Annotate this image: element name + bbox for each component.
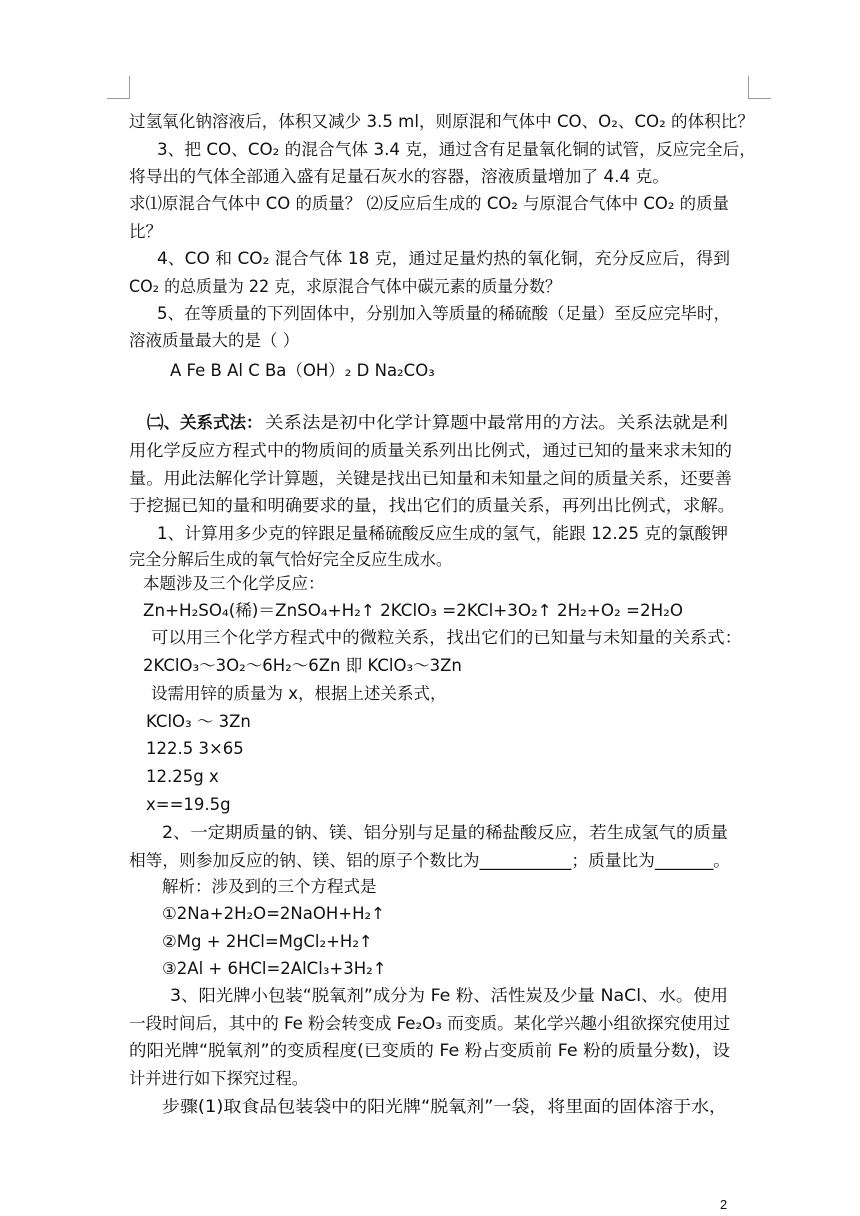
text-line: 解析：涉及到的三个方程式是 [162, 877, 377, 896]
text-line: 一段时间后，其中的 Fe 粉会转变成 Fe₂O₃ 而变质。某化学兴趣小组欲探究使用过 [129, 1014, 730, 1033]
text-line: 4、CO 和 CO₂ 混合气体 18 克，通过足量灼热的氧化铜，充分反应后，得到 [157, 249, 730, 268]
text-line: 量。用此法解化学计算题，关键是找出已知量和未知量之间的质量关系，还要善 [129, 469, 732, 488]
text-line: 于挖掘已知的量和明确要求的量，找出它们的质量关系，再列出比例式，求解。 [129, 496, 735, 515]
text-line: 求⑴原混合气体中 CO 的质量？ ⑵反应后生成的 CO₂ 与原混合气体中 CO₂ 的质量 [129, 194, 729, 213]
text-line: CO₂ 的总质量为 22 克，求原混合气体中碳元素的质量分数？ [129, 277, 561, 296]
text-line: 溶液质量最大的是（ ） [129, 331, 300, 350]
text-line: ②Mg + 2HCl=MgCl₂+H₂↑ [162, 932, 373, 951]
text-line: 过氢氧化钠溶液后，体积又减少 3.5 ml，则原混和气体中 CO、O₂、CO₂ 的体积比？ [129, 112, 754, 131]
margin-corner-top-left [107, 76, 130, 99]
text-line: 关系法是初中化学计算题中最常用的方法。关系法就是利 [265, 413, 728, 432]
text-line: 设需用锌的质量为 x，根据上述关系式， [151, 684, 447, 703]
text-line: 5、在等质量的下列固体中，分别加入等质量的稀硫酸（足量）至反应完毕时， [157, 304, 730, 323]
text-line: 本题涉及三个化学反应： [143, 574, 325, 593]
text-line: KClO₃ ～ 3Zn [146, 712, 251, 731]
text-line: 122.5 3×65 [146, 739, 244, 758]
text-line: 将导出的气体全部通入盛有足量石灰水的容器，溶液质量增加了 4.4 克。 [129, 167, 669, 186]
text-line: 2KClO₃～3O₂～6H₂～6Zn 即 KClO₃～3Zn [143, 656, 462, 675]
text-line: 用化学反应方程式中的物质间的质量关系列出比例式，通过已知的量来求未知的 [129, 441, 732, 460]
text-line: x==19.5g [146, 795, 231, 814]
text-line: 完全分解后生成的氧气恰好完全反应生成水。 [129, 550, 452, 569]
text-line: A Fe B Al C Ba（OH）₂ D Na₂CO₃ [170, 361, 435, 380]
text-line: 1、计算用多少克的锌跟足量稀硫酸反应生成的氢气，能跟 12.25 克的氯酸钾 [157, 524, 728, 543]
text-line: ①2Na+2H₂O=2NaOH+H₂↑ [162, 904, 385, 923]
text-line: 3、阳光牌小包装“脱氧剂”成分为 Fe 粉、活性炭及少量 NaCl、水。使用 [170, 986, 728, 1005]
text-line: 计并进行如下探究过程。 [129, 1069, 308, 1088]
text-line: 可以用三个化学方程式中的微粒关系，找出它们的已知量与未知量的关系式： [151, 628, 742, 647]
text-line: ③2Al + 6HCl=2AlCl₃+3H₂↑ [162, 959, 387, 978]
text-line: 3、把 CO、CO₂ 的混合气体 3.4 克，通过含有足量氧化铜的试管，反应完全后， [157, 140, 756, 159]
text-line: Zn+H₂SO₄(稀)＝ZnSO₄+H₂↑ 2KClO₃ =2KCl+3O₂↑ 2H₂+O₂ =2H₂O [143, 601, 683, 620]
text-line: 2、一定期质量的钠、镁、铝分别与足量的稀盐酸反应，若生成氢气的质量 [162, 823, 728, 842]
text-line: 12.25g x [146, 767, 219, 786]
text-line: 的阳光牌“脱氧剂”的变质程度(已变质的 Fe 粉占变质前 Fe 粉的质量分数)，设 [129, 1041, 730, 1060]
margin-corner-top-right [748, 76, 771, 99]
text-line: 比？ [129, 222, 162, 241]
text-line: 相等，则参加反应的钠、镁、铝的原子个数比为___________；质量比为_______。 [129, 851, 730, 870]
page-number: 2 [720, 1197, 728, 1212]
text-line: 步骤(1)取食品包装袋中的阳光牌“脱氧剂”一袋，将里面的固体溶于水， [162, 1097, 727, 1116]
section-heading: ㈡、关系式法： [147, 413, 263, 432]
